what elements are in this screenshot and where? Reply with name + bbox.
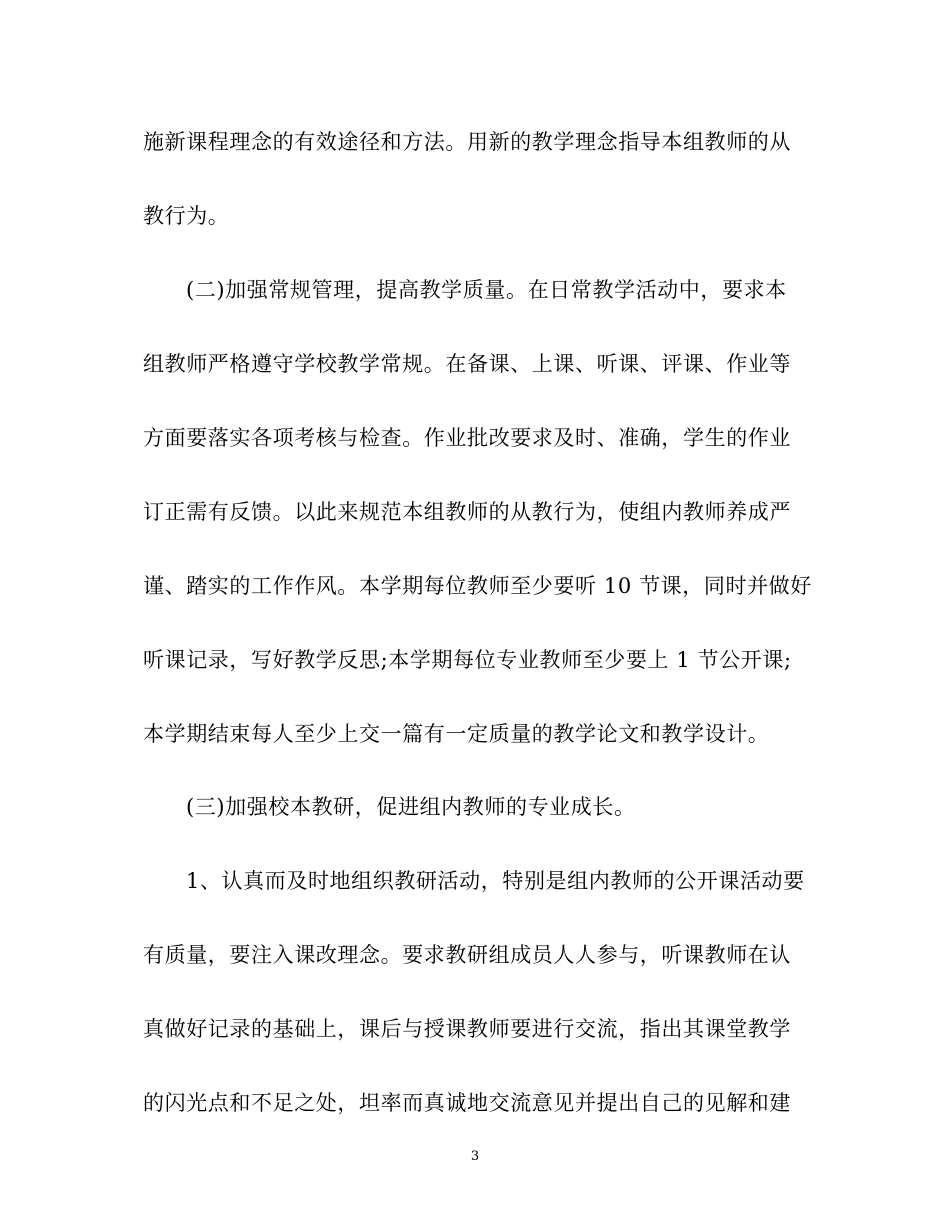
body-line: 方面要落实各项考核与检查。作业批改要求及时、准确，学生的作业 bbox=[143, 426, 791, 450]
page-number: 3 bbox=[470, 1149, 480, 1164]
body-line: 有质量，要注入课改理念。要求教研组成员人人参与，听课教师在认 bbox=[143, 943, 791, 967]
body-line: 听课记录，写好教学反思;本学期每位专业教师至少要上 1 节公开课; bbox=[143, 648, 792, 672]
body-line: 真做好记录的基础上，课后与授课教师要进行交流，指出其课堂教学 bbox=[143, 1017, 791, 1041]
body-line: 订正需有反馈。以此来规范本组教师的从教行为，使组内教师养成严 bbox=[143, 500, 791, 524]
body-line: 组教师严格遵守学校教学常规。在备课、上课、听课、评课、作业等 bbox=[143, 352, 791, 376]
body-line: 谨、踏实的工作作风。本学期每位教师至少要听 10 节课，同时并做好 bbox=[143, 574, 812, 598]
body-line: 施新课程理念的有效途径和方法。用新的教学理念指导本组教师的从 bbox=[143, 130, 791, 154]
numbered-item-line: 1、认真而及时地组织教研活动，特别是组内教师的公开课活动要 bbox=[186, 869, 805, 893]
paragraph-heading: (三)加强校本教研，促进组内教师的专业成长。 bbox=[186, 795, 636, 819]
paragraph-heading: (二)加强常规管理，提高教学质量。在日常教学活动中，要求本 bbox=[186, 278, 787, 302]
body-line: 本学期结束每人至少上交一篇有一定质量的教学论文和教学设计。 bbox=[143, 722, 770, 746]
body-line: 教行为。 bbox=[143, 204, 230, 228]
body-line: 的闪光点和不足之处，坦率而真诚地交流意见并提出自己的见解和建 bbox=[143, 1091, 791, 1115]
